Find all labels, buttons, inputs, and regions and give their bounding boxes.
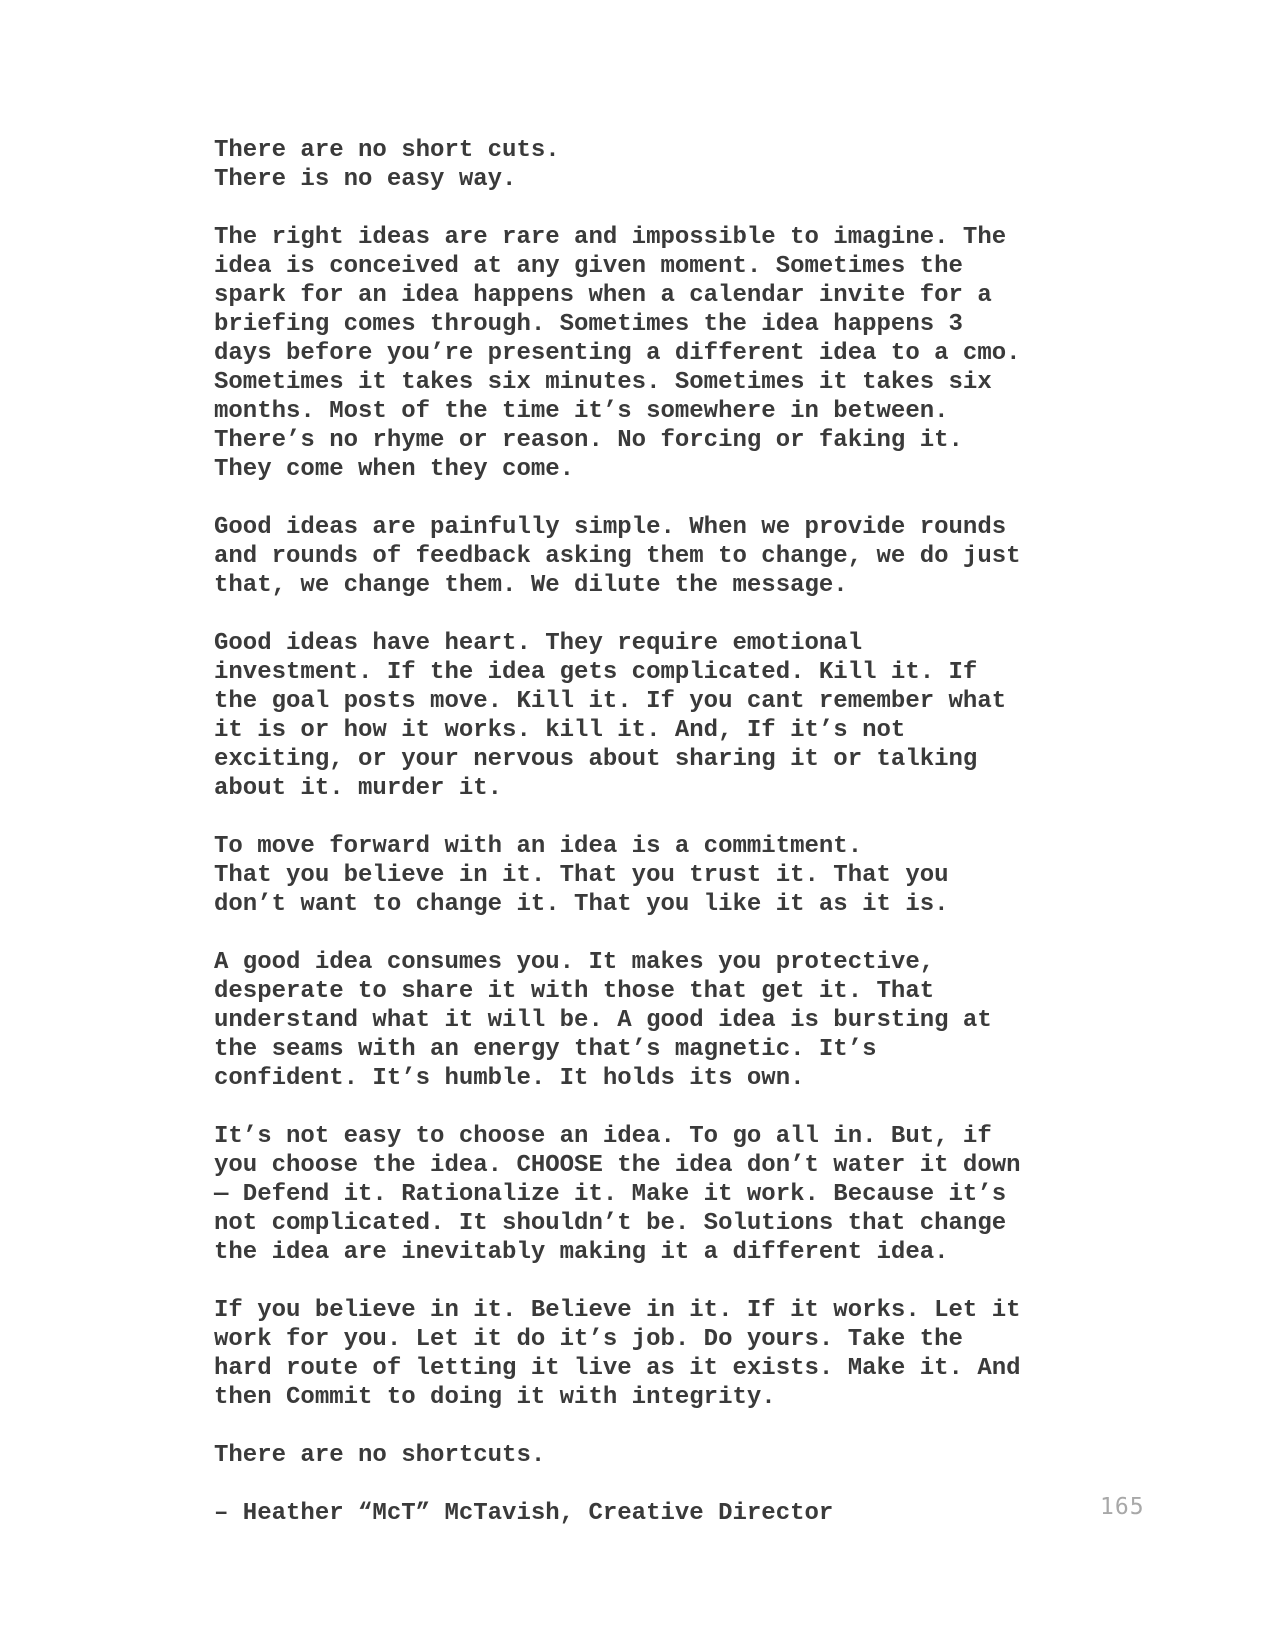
text-line: you choose the idea. CHOOSE the idea don’t water it down	[214, 1152, 1021, 1179]
attribution: – Heather “McT” McTavish, Creative Director	[214, 1500, 834, 1527]
paragraph	[214, 1122, 1074, 1267]
text-line: It’s not easy to choose an idea. To go all in. But, if	[214, 1123, 992, 1150]
text-line: idea is conceived at any given moment. Sometimes the	[214, 253, 963, 280]
text-line: There’s no rhyme or reason. No forcing or faking it.	[214, 427, 963, 454]
text-line: That you believe in it. That you trust it. That you	[214, 862, 949, 889]
page-number: 165	[1100, 1494, 1145, 1520]
paragraph	[214, 1296, 1074, 1412]
paragraph	[214, 223, 1074, 484]
text-line: confident. It’s humble. It holds its own.	[214, 1065, 805, 1092]
text-line: days before you’re presenting a different idea to a cmo.	[214, 340, 1021, 367]
text-line: Sometimes it takes six minutes. Sometimes it takes six	[214, 369, 992, 396]
text-line: There are no shortcuts.	[214, 1442, 546, 1469]
text-line: it is or how it works. kill it. And, If it’s not	[214, 717, 906, 744]
text-line: — Defend it. Rationalize it. Make it work. Because it’s	[214, 1181, 1007, 1208]
text-line: If you believe in it. Believe in it. If it works. Let it	[214, 1297, 1021, 1324]
text-line: don’t want to change it. That you like it as it is.	[214, 891, 949, 918]
paragraph	[214, 948, 1074, 1093]
text-line: understand what it will be. A good idea is bursting at	[214, 1007, 992, 1034]
text-line: then Commit to doing it with integrity.	[214, 1384, 776, 1411]
text-line: There are no short cuts.	[214, 137, 560, 164]
text-line: spark for an idea happens when a calendar invite for a	[214, 282, 992, 309]
text-line: the idea are inevitably making it a different idea.	[214, 1239, 949, 1266]
text-line: months. Most of the time it’s somewhere in between.	[214, 398, 949, 425]
text-line: work for you. Let it do it’s job. Do yours. Take the	[214, 1326, 963, 1353]
text-line: The right ideas are rare and impossible to imagine. The	[214, 224, 1007, 251]
text-line: A good idea consumes you. It makes you protective,	[214, 949, 935, 976]
text-line: To move forward with an idea is a commitment.	[214, 833, 863, 860]
text-line: briefing comes through. Sometimes the idea happens 3	[214, 311, 963, 338]
paragraph	[214, 832, 1074, 919]
paragraph	[214, 136, 1074, 194]
text-line: There is no easy way.	[214, 166, 517, 193]
text-line: desperate to share it with those that get it. That	[214, 978, 935, 1005]
text-line: about it. murder it.	[214, 775, 503, 802]
paragraph	[214, 629, 1074, 803]
text-line: the goal posts move. Kill it. If you cant remember what	[214, 688, 1007, 715]
text-line: that, we change them. We dilute the message.	[214, 572, 848, 599]
text-line: Good ideas are painfully simple. When we provide rounds	[214, 514, 1007, 541]
paragraph	[214, 1441, 1074, 1470]
body-text	[214, 136, 1074, 1528]
text-line: exciting, or your nervous about sharing it or talking	[214, 746, 978, 773]
text-line: not complicated. It shouldn’t be. Solutions that change	[214, 1210, 1007, 1237]
text-line: and rounds of feedback asking them to change, we do just	[214, 543, 1021, 570]
text-line: hard route of letting it live as it exists. Make it. And	[214, 1355, 1021, 1382]
text-line: investment. If the idea gets complicated. Kill it. If	[214, 659, 978, 686]
text-line: They come when they come.	[214, 456, 575, 483]
paragraph	[214, 513, 1074, 600]
text-line: Good ideas have heart. They require emotional	[214, 630, 863, 657]
text-line: the seams with an energy that’s magnetic. It’s	[214, 1036, 877, 1063]
